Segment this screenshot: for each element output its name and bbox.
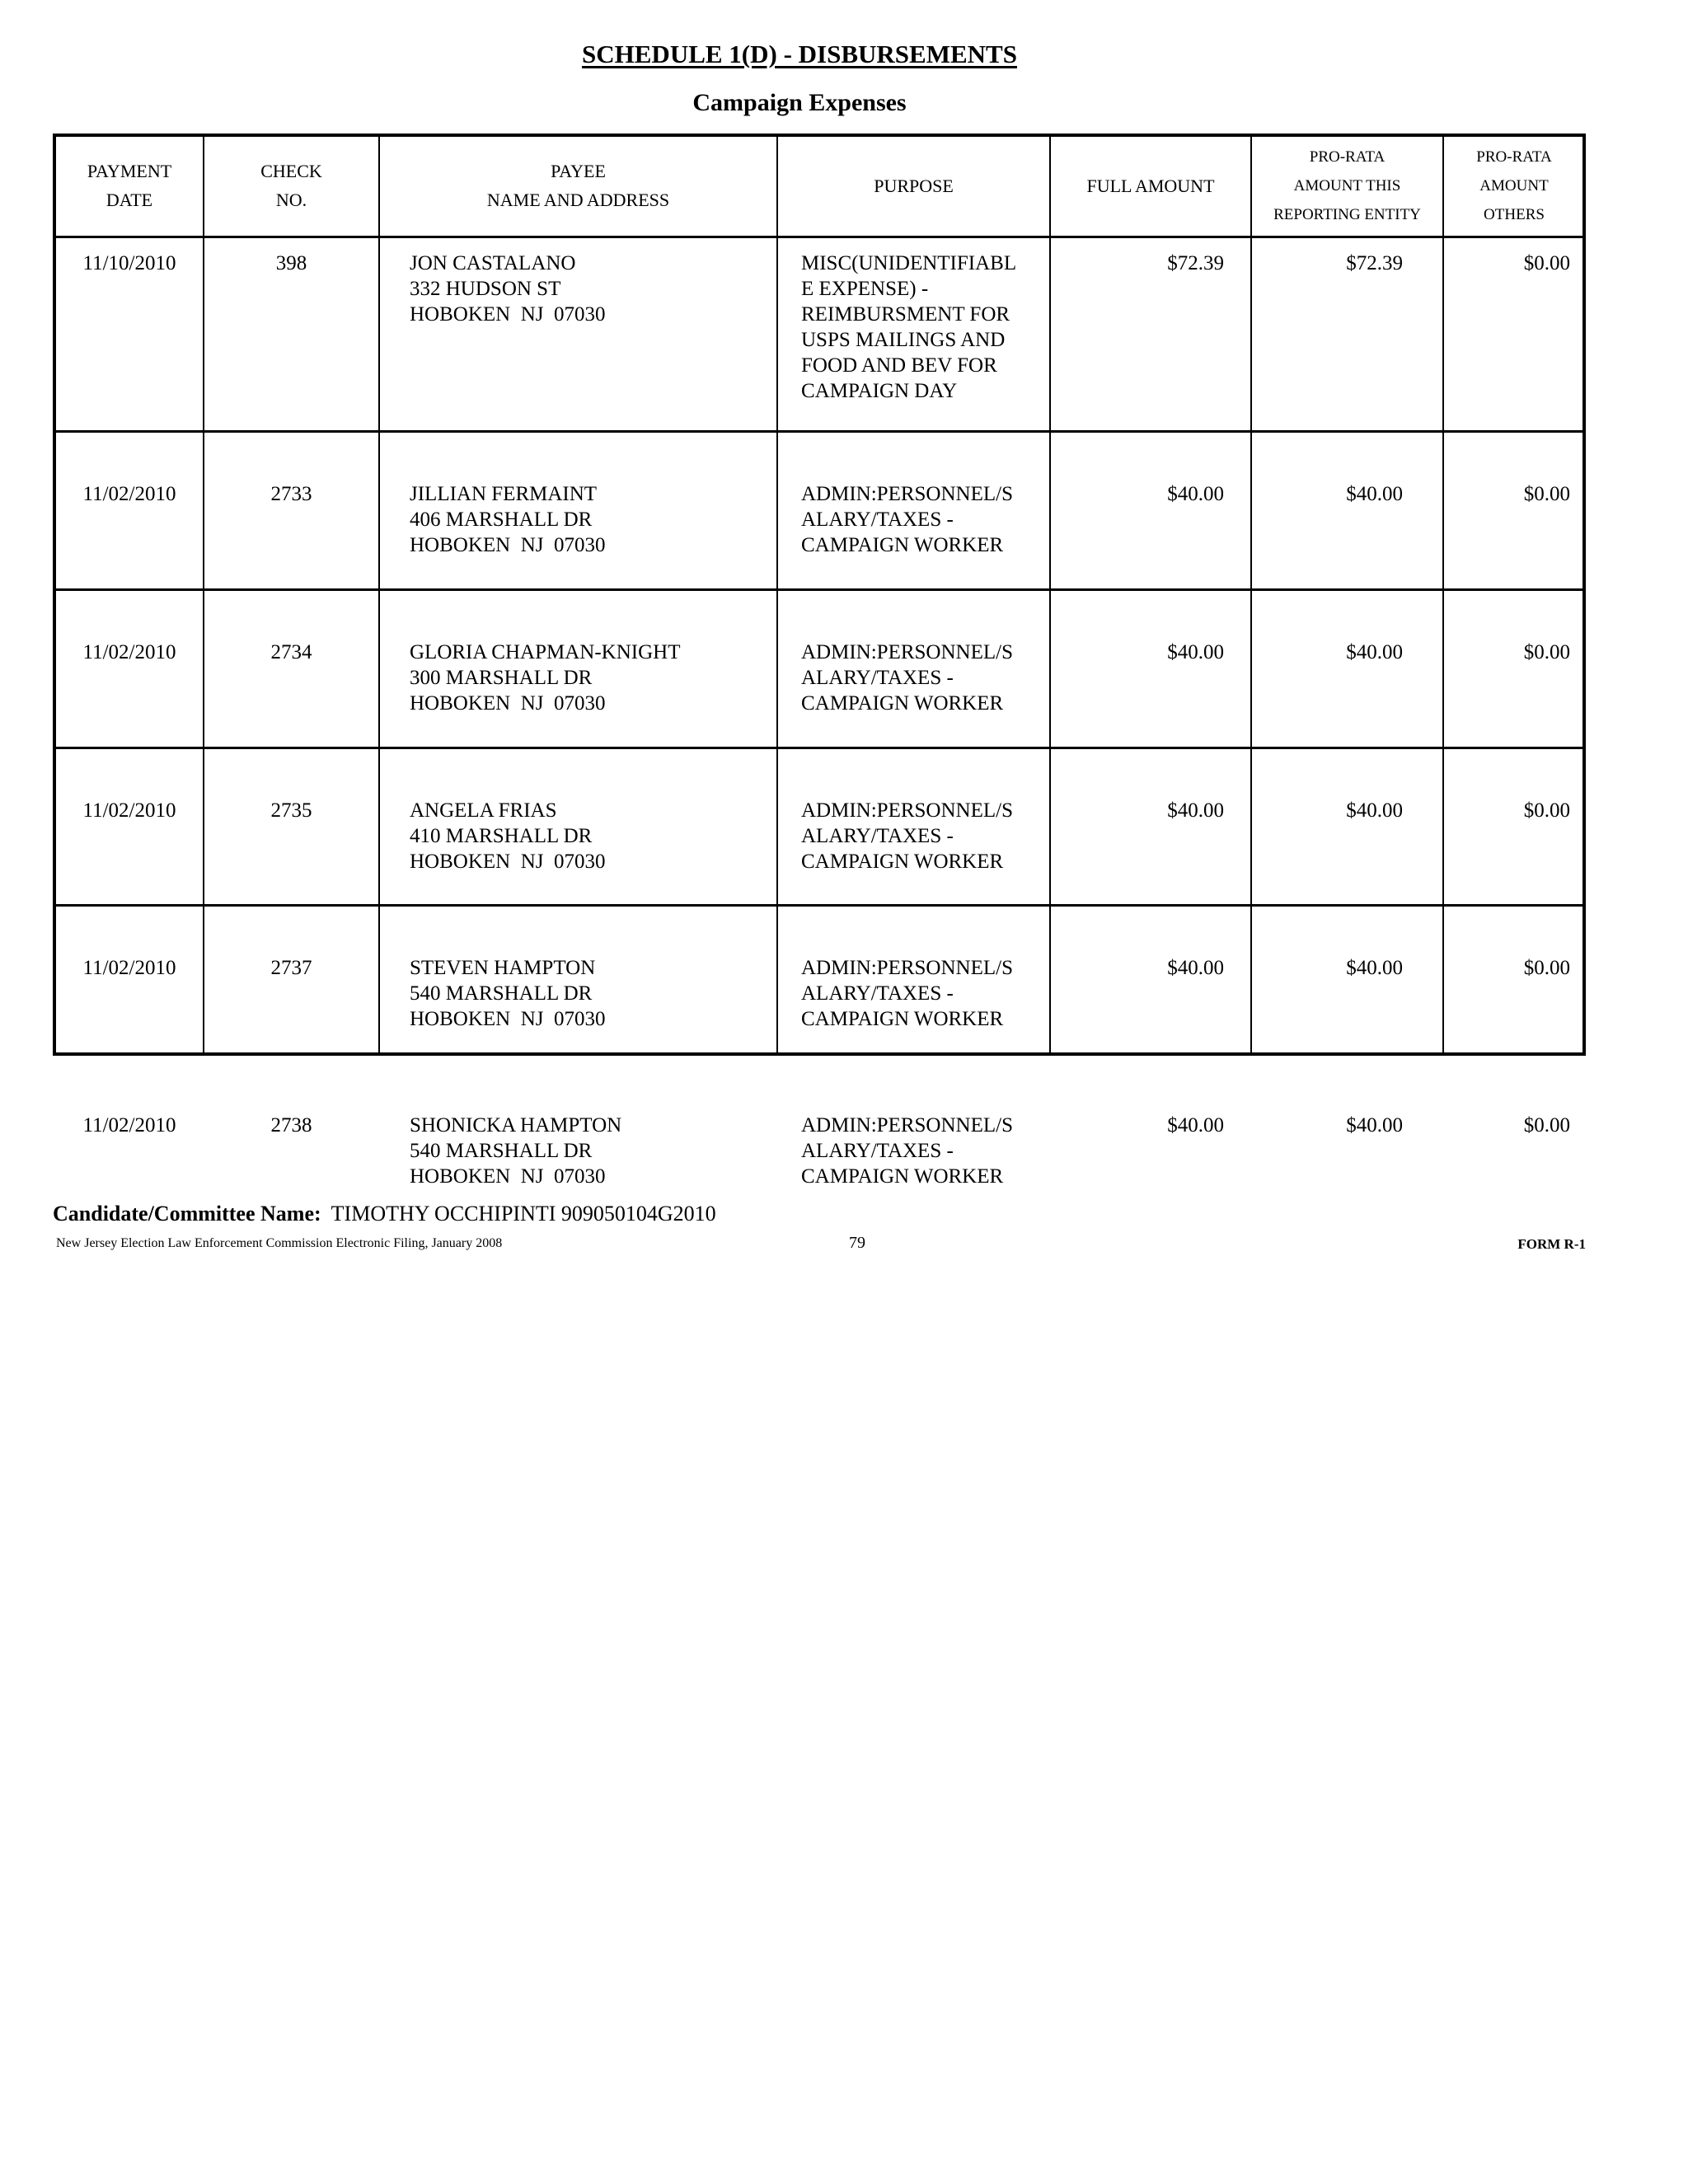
purpose-line: REIMBURSMENT FOR — [801, 303, 1010, 326]
purpose-line: ADMIN:PERSONNEL/S — [801, 957, 1013, 979]
check-number: 2735 — [270, 799, 312, 822]
payment-date: 11/02/2010 — [82, 957, 176, 979]
row-divider — [53, 747, 1586, 749]
purpose-line: CAMPAIGN WORKER — [801, 1165, 1004, 1188]
payee-name: GLORIA CHAPMAN-KNIGHT — [410, 641, 681, 663]
purpose-line: CAMPAIGN WORKER — [801, 1008, 1004, 1030]
prorata-amount-others: $0.00 — [1523, 252, 1570, 274]
row-divider — [53, 430, 1586, 433]
payee-name-address — [410, 1113, 772, 1189]
committee-name-value: TIMOTHY OCCHIPINTI 909050104G2010 — [331, 1202, 716, 1226]
purpose — [801, 955, 1048, 1032]
row-divider — [53, 588, 1586, 591]
purpose — [801, 251, 1048, 404]
payee-name: ANGELA FRIAS — [410, 799, 557, 822]
payee-address-line: 332 HUDSON ST — [410, 278, 561, 300]
prorata-amount-others: $0.00 — [1523, 1114, 1570, 1137]
purpose-line: ALARY/TAXES - — [801, 509, 954, 531]
form-id: FORM R-1 — [1517, 1236, 1586, 1252]
payee-name-address — [410, 955, 772, 1032]
prorata-amount-others: $0.00 — [1523, 957, 1570, 979]
prorata-amount-entity: $40.00 — [1346, 957, 1403, 979]
purpose-line: CAMPAIGN WORKER — [801, 534, 1004, 556]
check-number: 398 — [275, 252, 307, 274]
payee-name: SHONICKA HAMPTON — [410, 1114, 622, 1137]
committee-name-label: Candidate/Committee Name: — [53, 1202, 321, 1226]
check-number: 2734 — [270, 641, 312, 663]
payee-address-line: HOBOKEN NJ 07030 — [410, 1165, 606, 1188]
full-amount: $40.00 — [1167, 641, 1224, 663]
column-divider — [378, 134, 380, 1056]
purpose-line: MISC(UNIDENTIFIABL — [801, 252, 1017, 274]
purpose-line: ADMIN:PERSONNEL/S — [801, 1114, 1013, 1137]
purpose-line: CAMPAIGN DAY — [801, 380, 958, 402]
header-purpose: PURPOSE — [874, 175, 954, 196]
payee-address-line: HOBOKEN NJ 07030 — [410, 534, 606, 556]
payee-address-line: HOBOKEN NJ 07030 — [410, 1008, 606, 1030]
purpose-line: CAMPAIGN WORKER — [801, 851, 1004, 873]
column-divider — [776, 134, 778, 1056]
prorata-amount-entity: $40.00 — [1346, 483, 1403, 505]
payee-address-line: 300 MARSHALL DR — [410, 667, 593, 689]
purpose-line: ADMIN:PERSONNEL/S — [801, 799, 1013, 822]
full-amount: $72.39 — [1167, 252, 1224, 274]
purpose-line: ALARY/TAXES - — [801, 667, 954, 689]
prorata-amount-others: $0.00 — [1523, 799, 1570, 822]
purpose-line: E EXPENSE) - — [801, 278, 929, 300]
prorata-amount-others: $0.00 — [1523, 641, 1570, 663]
header-prorata-entity: PRO-RATA AMOUNT THIS REPORTING ENTITY — [1273, 148, 1421, 223]
header-payee: PAYEE NAME AND ADDRESS — [486, 161, 670, 210]
purpose-line: ALARY/TAXES - — [801, 1140, 954, 1162]
prorata-amount-entity: $40.00 — [1346, 799, 1403, 822]
payee-address-line: 410 MARSHALL DR — [410, 825, 593, 847]
payee-address-line: 540 MARSHALL DR — [410, 982, 593, 1005]
check-number: 2737 — [270, 957, 312, 979]
header-divider — [53, 236, 1586, 238]
purpose-line: CAMPAIGN WORKER — [801, 692, 1004, 715]
payee-address-line: 406 MARSHALL DR — [410, 509, 593, 531]
header-prorata-others: PRO-RATA AMOUNT OTHERS — [1476, 148, 1552, 223]
payee-name: STEVEN HAMPTON — [410, 957, 596, 979]
header-payment-date: PAYMENT DATE — [87, 161, 172, 210]
full-amount: $40.00 — [1167, 1114, 1224, 1137]
prorata-amount-entity: $40.00 — [1346, 641, 1403, 663]
payment-date: 11/02/2010 — [82, 1114, 176, 1137]
full-amount: $40.00 — [1167, 957, 1224, 979]
payee-address-line: HOBOKEN NJ 07030 — [410, 303, 606, 326]
purpose-line: USPS MAILINGS AND — [801, 329, 1006, 351]
payee-address-line: 540 MARSHALL DR — [410, 1140, 593, 1162]
prorata-amount-entity: $40.00 — [1346, 1114, 1403, 1137]
purpose — [801, 798, 1048, 874]
payee-address-line: HOBOKEN NJ 07030 — [410, 851, 606, 873]
payee-address-line: HOBOKEN NJ 07030 — [410, 692, 606, 715]
payee-name-address — [410, 481, 772, 558]
committee-name — [53, 1202, 716, 1226]
check-number: 2738 — [270, 1114, 312, 1137]
payment-date: 11/10/2010 — [82, 252, 176, 274]
page-number: 79 — [849, 1234, 865, 1252]
payee-name-address — [410, 251, 772, 327]
payment-date: 11/02/2010 — [82, 641, 176, 663]
header-full-amount: FULL AMOUNT — [1086, 175, 1215, 196]
purpose-line: ALARY/TAXES - — [801, 982, 954, 1005]
payee-name: JON CASTALANO — [410, 252, 576, 274]
payee-name-address — [410, 640, 772, 716]
full-amount: $40.00 — [1167, 483, 1224, 505]
payee-name-address — [410, 798, 772, 874]
payee-name: JILLIAN FERMAINT — [410, 483, 598, 505]
prorata-amount-entity: $72.39 — [1346, 252, 1403, 274]
purpose — [801, 481, 1048, 558]
purpose-line: ALARY/TAXES - — [801, 825, 954, 847]
purpose-line: ADMIN:PERSONNEL/S — [801, 483, 1013, 505]
purpose — [801, 1113, 1048, 1189]
payment-date: 11/02/2010 — [82, 483, 176, 505]
header-check-no: CHECK NO. — [260, 161, 322, 210]
payment-date: 11/02/2010 — [82, 799, 176, 822]
prorata-amount-others: $0.00 — [1523, 483, 1570, 505]
purpose-line: ADMIN:PERSONNEL/S — [801, 641, 1013, 663]
filing-note: New Jersey Election Law Enforcement Commission Electronic Filing, January 2008 — [56, 1236, 503, 1250]
full-amount: $40.00 — [1167, 799, 1224, 822]
purpose — [801, 640, 1048, 716]
row-divider — [53, 904, 1586, 907]
check-number: 2733 — [270, 483, 312, 505]
schedule-title: SCHEDULE 1(D) - DISBURSEMENTS — [582, 40, 1017, 68]
purpose-line: FOOD AND BEV FOR — [801, 354, 997, 377]
schedule-subtitle: Campaign Expenses — [692, 89, 907, 116]
